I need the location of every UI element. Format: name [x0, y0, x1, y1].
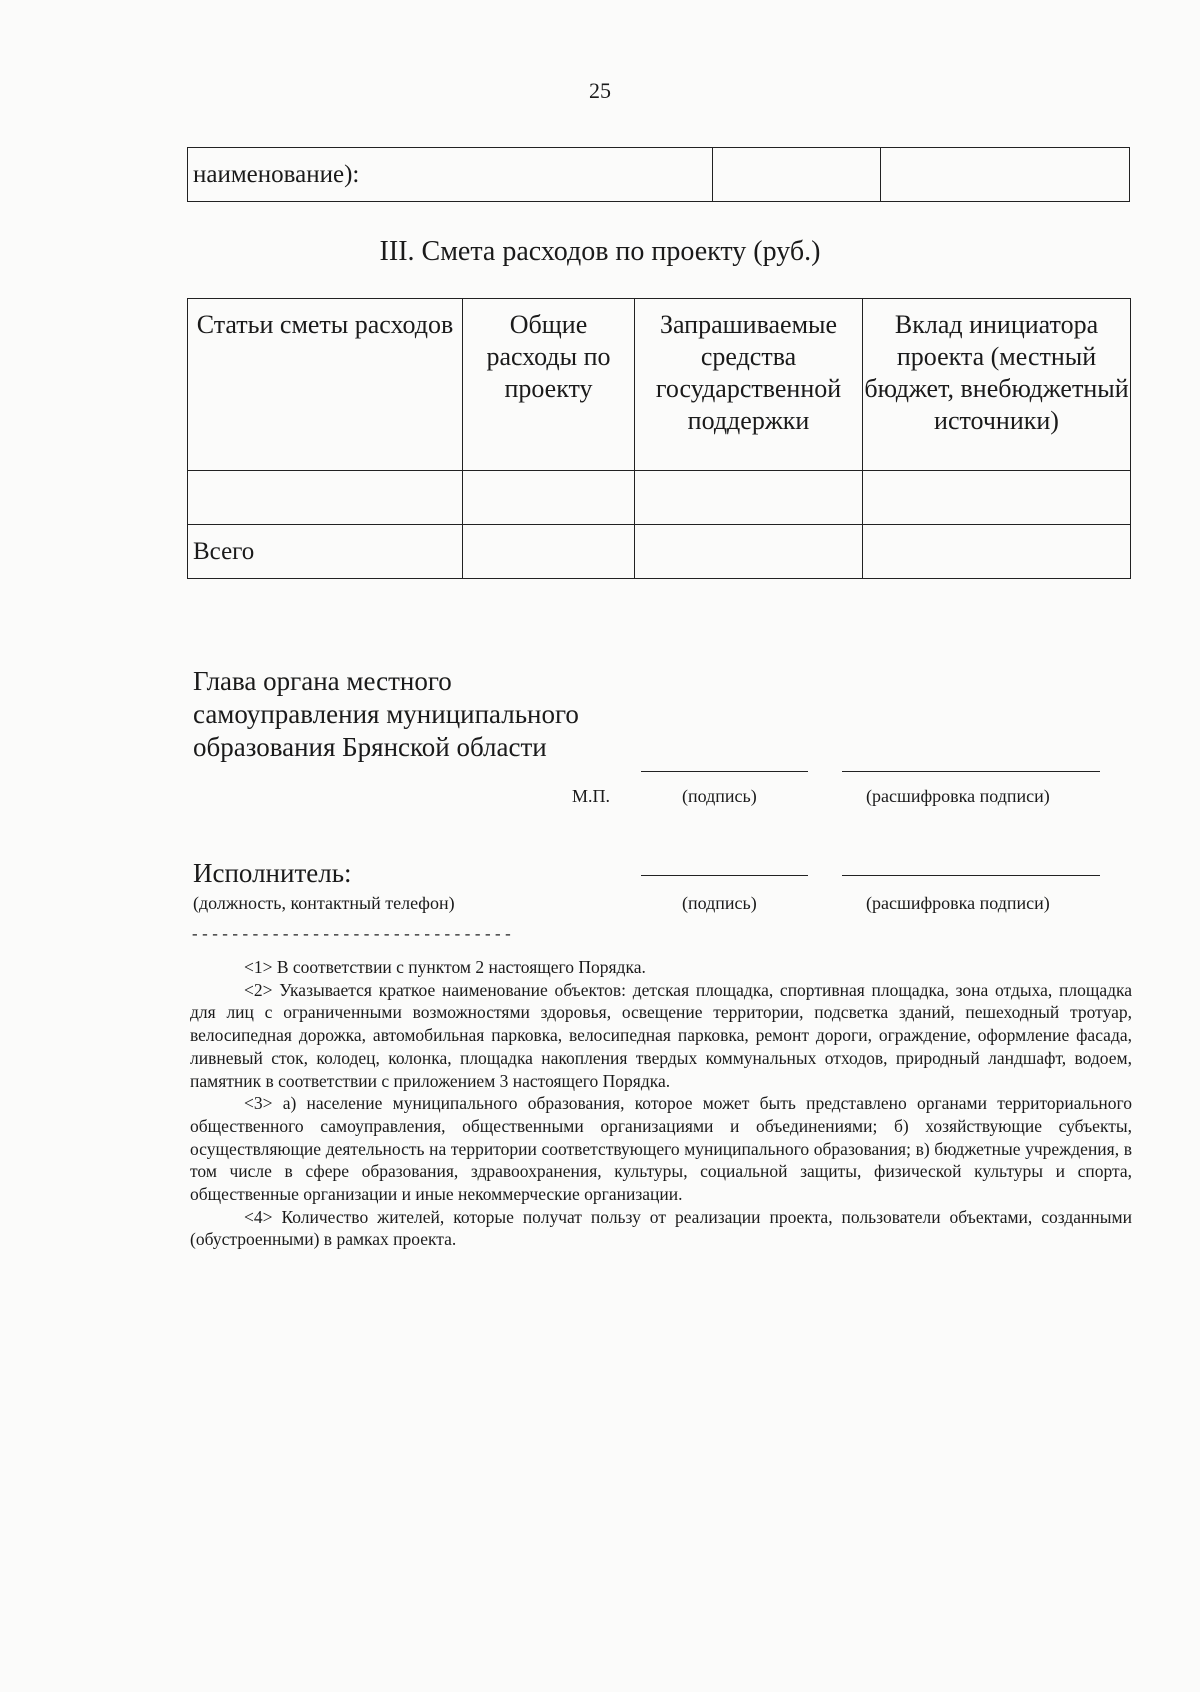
signer-title-line: самоуправления муниципального: [193, 699, 579, 729]
name-label-cell: наименование):: [188, 148, 713, 202]
empty-cell: [713, 148, 881, 202]
table-cell: [863, 525, 1131, 579]
stamp-caption: М.П.: [572, 786, 611, 806]
executor-signature-line: [641, 875, 808, 876]
signature-decoding-line: [842, 771, 1100, 772]
table-cell: [635, 471, 863, 525]
table-header-row: [188, 299, 1131, 471]
executor-decoding-line: [842, 875, 1100, 876]
decoding-caption: (расшифровка подписи): [866, 786, 1050, 806]
table-cell: [463, 525, 635, 579]
empty-cell: [881, 148, 1130, 202]
signer-title-line: образования Брянской области: [193, 732, 547, 762]
executor-decoding-caption: (расшифровка подписи): [866, 893, 1050, 913]
column-header: Вклад инициатора проекта (местный бюджет, внебюджетный источники): [863, 299, 1131, 471]
estimate-table: [187, 298, 1131, 579]
table-cell: [635, 525, 863, 579]
footnote: <1> В соответствии с пунктом 2 настоящего Порядка.: [244, 957, 646, 977]
signer-title: [193, 665, 579, 764]
table-row: [188, 471, 1131, 525]
table-row: [188, 148, 1130, 202]
executor-note: (должность, контактный телефон): [193, 893, 455, 913]
column-header: Статьи сметы расходов: [188, 299, 463, 471]
total-label: Всего: [188, 525, 463, 579]
footnote: <3> а) население муниципального образования, которое может быть представлено органами территориального общественного самоуправления, общественными организациями и объединениями; б) хозяйствующие субъекты, осуществляющие деятельность на территории соответствующего муниципального образования; в) бюджетные учреждения, в том числе в сфере образования, здравоохранения, культуры, социальной защиты, физической культуры и спорта, общественные организации и иные некоммерческие организации.: [190, 1093, 1132, 1205]
table-cell: [863, 471, 1131, 525]
section-title: III. Смета расходов по проекту (руб.): [379, 236, 821, 267]
page-number: 25: [589, 78, 611, 103]
footnote: <4> Количество жителей, которые получат пользу от реализации проекта, пользователи объектами, созданными (обустроенными) в рамках проекта.: [190, 1206, 1132, 1250]
signature-caption: (подпись): [682, 786, 757, 806]
footnotes: [190, 956, 1132, 1251]
footnote: <2> Указывается краткое наименование объектов: детская площадка, спортивная площадка, зона отдыха, площадка для лиц с ограниченными возможностями здоровья, освещение территории, подсветка зданий, пешеходный тротуар, велосипедная дорожка, автомобильная парковка, велосипедная парковка, ремонт дороги, ограждение, оформление фасада, ливневый сток, колодец, колонка, площадка накопления твердых коммунальных отходов, природный ландшафт, водоем, памятник в соответствии с приложением 3 настоящего Порядка.: [190, 979, 1132, 1091]
total-row: [188, 525, 1131, 579]
column-header: Запрашиваемые средства государственной поддержки: [635, 299, 863, 471]
name-table: [187, 147, 1130, 202]
signature-line: [641, 771, 808, 772]
table-cell: [188, 471, 463, 525]
table-cell: [463, 471, 635, 525]
footnote-separator: --------------------------------: [190, 926, 514, 944]
executor-title: Исполнитель:: [193, 858, 352, 888]
column-header: Общие расходы по проекту: [463, 299, 635, 471]
signer-title-line: Глава органа местного: [193, 666, 452, 696]
executor-signature-caption: (подпись): [682, 893, 757, 913]
